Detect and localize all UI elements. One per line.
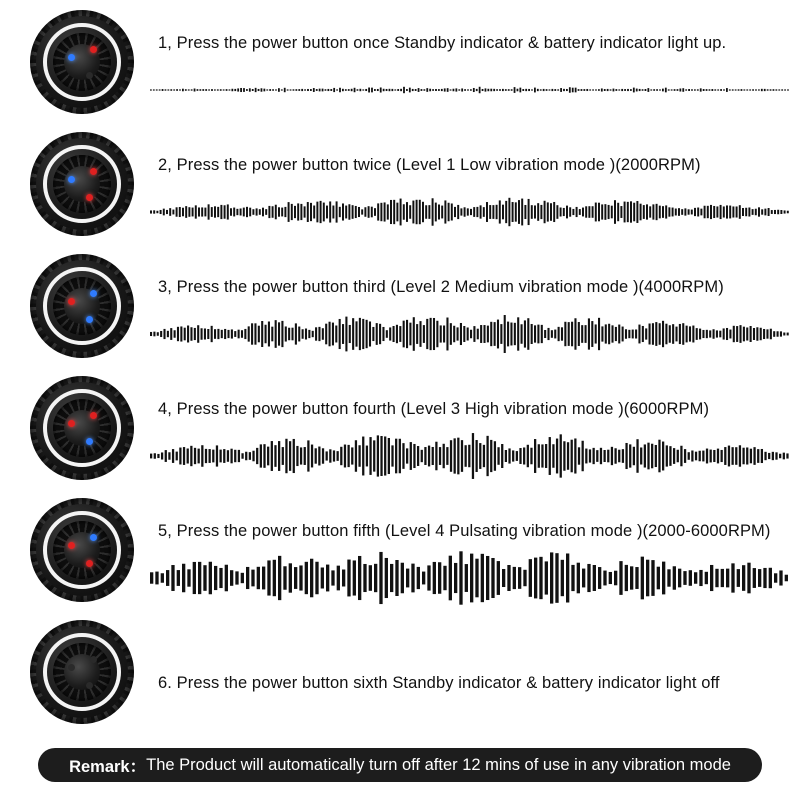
massager-device-icon [30, 376, 134, 480]
device-hub [53, 155, 111, 213]
device-hub [53, 33, 111, 91]
led-indicator-red [90, 412, 97, 419]
step-instruction-text: 6. Press the power button sixth Standby indicator & battery indicator light off [158, 674, 720, 692]
led-indicator-red [86, 194, 93, 201]
standby-waveform [150, 62, 790, 118]
step-instruction-text: 1, Press the power button once Standby indicator & battery indicator light up. [158, 34, 727, 52]
level-4-waveform [150, 550, 790, 606]
device-hub [53, 277, 111, 335]
led-indicator-red [90, 168, 97, 175]
remark-text: The Product will automatically turn off after 12 mins of use in any vibration mode [146, 755, 731, 774]
led-indicator-blue [68, 54, 75, 61]
remark-bar [38, 748, 762, 782]
massager-device-icon [30, 10, 134, 114]
step-instruction-text: 3, Press the power button third (Level 2 Medium vibration mode )(4000RPM) [158, 278, 724, 296]
led-indicator-dark [90, 656, 97, 663]
led-indicator-blue [86, 316, 93, 323]
led-indicator-dark [86, 72, 93, 79]
level-3-waveform [150, 428, 790, 484]
led-indicator-blue [90, 534, 97, 541]
led-indicator-dark [68, 664, 75, 671]
instruction-step-row [0, 244, 800, 366]
device-hub [53, 399, 111, 457]
level-2-waveform [150, 306, 790, 362]
led-indicator-red [68, 420, 75, 427]
led-indicator-red [68, 542, 75, 549]
remark-label: Remark： [69, 758, 147, 776]
instruction-step-row [0, 122, 800, 244]
instruction-step-row [0, 0, 800, 122]
instruction-step-row [0, 366, 800, 488]
led-indicator-red [90, 46, 97, 53]
massager-device-icon [30, 254, 134, 358]
led-indicator-dark [86, 682, 93, 689]
led-indicator-red [68, 298, 75, 305]
massager-device-icon [30, 132, 134, 236]
led-indicator-blue [86, 438, 93, 445]
device-hub [53, 643, 111, 701]
step-instruction-text: 5, Press the power button fifth (Level 4 Pulsating vibration mode )(2000-6000RPM) [158, 522, 771, 540]
instruction-step-row [0, 488, 800, 610]
instruction-step-row [0, 610, 800, 732]
step-instruction-text: 4, Press the power button fourth (Level 3 High vibration mode )(6000RPM) [158, 400, 710, 418]
device-hub [53, 521, 111, 579]
massager-device-icon [30, 620, 134, 724]
led-indicator-blue [68, 176, 75, 183]
step-instruction-text: 2, Press the power button twice (Level 1 Low vibration mode )(2000RPM) [158, 156, 701, 174]
led-indicator-red [86, 560, 93, 567]
led-indicator-blue [90, 290, 97, 297]
massager-device-icon [30, 498, 134, 602]
level-1-waveform [150, 184, 790, 240]
